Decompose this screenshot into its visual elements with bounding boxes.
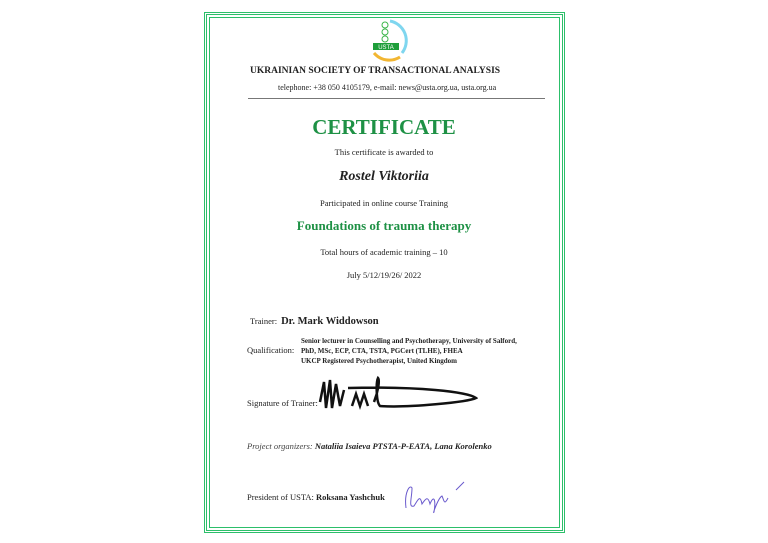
president-signature	[400, 478, 470, 518]
hours-text: Total hours of academic training – 10	[320, 247, 448, 257]
certificate-title: CERTIFICATE	[312, 115, 456, 139]
president-line	[247, 492, 385, 502]
dates-text: July 5/12/19/26/ 2022	[346, 270, 422, 280]
qualification-line: UKCP Registered Psychotherapist, United Kingdom	[301, 357, 458, 365]
organizers-line	[247, 441, 492, 451]
awarded-text: This certificate is awarded to	[334, 147, 434, 157]
participated-text: Participated in online course Training	[320, 198, 448, 208]
president-label: President of USTA:	[247, 492, 314, 502]
recipient-name: Rostel Viktoriia	[339, 169, 429, 184]
trainer-label: Trainer:	[250, 316, 278, 326]
divider	[248, 98, 545, 99]
president-name: Roksana Yashchuk	[315, 492, 385, 502]
contact-info: telephone: +38 050 4105179, e-mail: news@usta.org.ua, usta.org.ua	[278, 83, 497, 92]
qualification-list	[301, 336, 517, 366]
organizers-names: Nataliia Isaieva PTSTA-P-EATA, Lana Korolenko	[314, 441, 492, 451]
trainer-signature	[318, 372, 478, 414]
svg-text:USTA: USTA	[378, 45, 394, 51]
qualification-line: PhD, MSc, ECP, CTA, TSTA, PGCert (TLHE), FHEA	[301, 347, 463, 355]
organizers-label: Project organizers:	[247, 441, 313, 451]
qualification-line: Senior lecturer in Counselling and Psychotherapy, University of Salford,	[301, 337, 517, 345]
usta-logo	[360, 17, 410, 63]
trainer-name: Dr. Mark Widdowson	[281, 316, 379, 327]
qualification-label: Qualification:	[247, 345, 295, 355]
course-title: Foundations of trauma therapy	[296, 218, 472, 233]
organization-name: UKRAINIAN SOCIETY OF TRANSACTIONAL ANALYSIS	[250, 66, 501, 76]
trainer-line	[250, 311, 379, 329]
signature-label: Signature of Trainer:	[247, 398, 318, 408]
